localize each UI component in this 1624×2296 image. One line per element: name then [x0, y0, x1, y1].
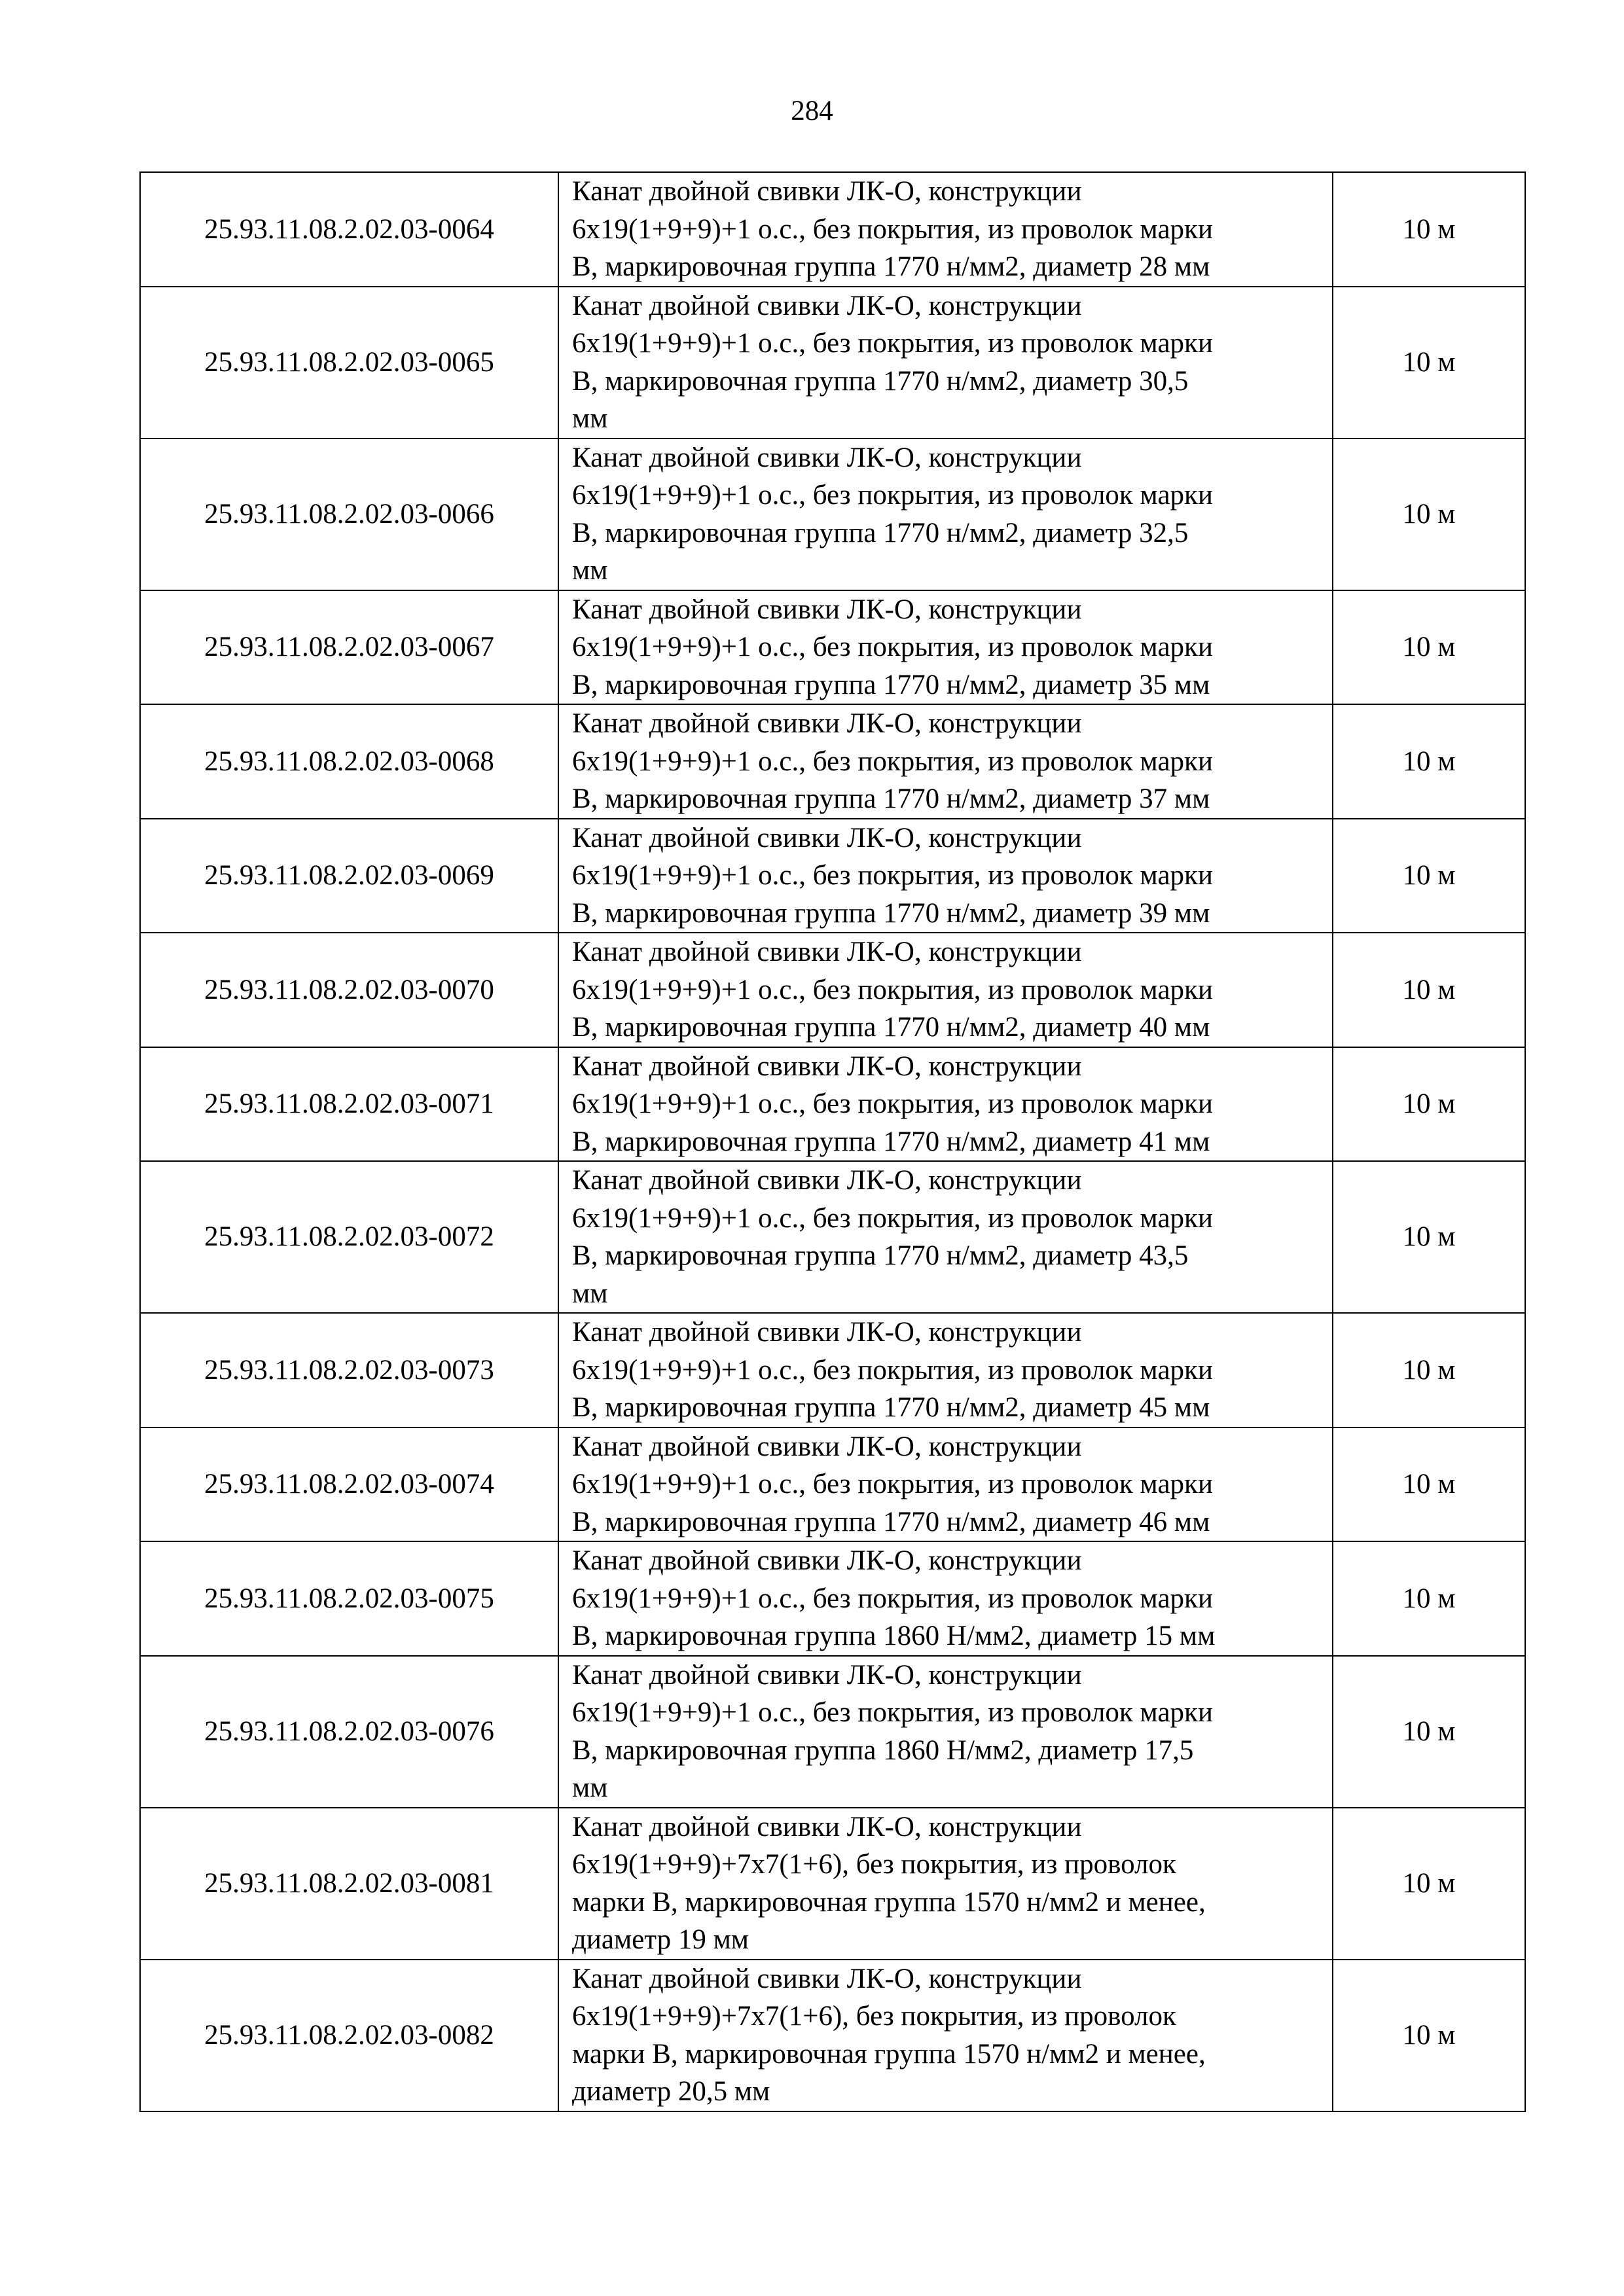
unit-cell: 10 м: [1333, 1808, 1525, 1960]
table-row: [140, 819, 1525, 933]
resource-description-cell: [558, 1427, 1333, 1542]
table-body: [140, 172, 1525, 2111]
resource-code-cell: 25.93.11.08.2.02.03-0081: [140, 1808, 558, 1960]
description-line: Канат двойной свивки ЛК-О, конструкции: [572, 176, 1082, 207]
unit-cell: 10 м: [1333, 933, 1525, 1047]
resource-description-cell: [558, 287, 1333, 439]
resource-code-cell: 25.93.11.08.2.02.03-0068: [140, 704, 558, 819]
description-line: Канат двойной свивки ЛК-О, конструкции: [572, 1165, 1082, 1196]
description-line: 6х19(1+9+9)+7х7(1+6), без покрытия, из проволок: [572, 1849, 1176, 1880]
unit-cell: 10 м: [1333, 1313, 1525, 1427]
table-row: [140, 1047, 1525, 1162]
description-line: В, маркировочная группа 1770 н/мм2, диаметр 32,5: [572, 517, 1189, 548]
resource-description-cell: [558, 819, 1333, 933]
resource-description-cell: [558, 933, 1333, 1047]
resource-code-cell: 25.93.11.08.2.02.03-0082: [140, 1960, 558, 2111]
resource-code-cell: 25.93.11.08.2.02.03-0064: [140, 172, 558, 287]
description-line: мм: [572, 403, 608, 434]
description-line: Канат двойной свивки ЛК-О, конструкции: [572, 937, 1082, 967]
description-line: Канат двойной свивки ЛК-О, конструкции: [572, 1545, 1082, 1576]
resource-code-cell: 25.93.11.08.2.02.03-0074: [140, 1427, 558, 1542]
description-line: В, маркировочная группа 1770 н/мм2, диаметр 39 мм: [572, 897, 1210, 929]
description-line: Канат двойной свивки ЛК-О, конструкции: [572, 1050, 1082, 1082]
description-line: 6х19(1+9+9)+1 о.с., без покрытия, из проволок марки: [572, 974, 1213, 1005]
unit-cell: 10 м: [1333, 1047, 1525, 1162]
description-line: 6х19(1+9+9)+1 о.с., без покрытия, из проволок марки: [572, 1354, 1213, 1386]
unit-cell: 10 м: [1333, 704, 1525, 819]
description-line: диаметр 20,5 мм: [572, 2076, 770, 2107]
description-line: В, маркировочная группа 1770 н/мм2, диаметр 46 мм: [572, 1506, 1210, 1537]
unit-cell: 10 м: [1333, 1656, 1525, 1808]
page-number: 284: [791, 96, 833, 126]
description-line: мм: [572, 1772, 608, 1803]
resource-description-cell: [558, 1541, 1333, 1656]
description-line: Канат двойной свивки ЛК-О, конструкции: [572, 822, 1082, 853]
description-line: В, маркировочная группа 1770 н/мм2, диаметр 43,5: [572, 1240, 1189, 1271]
unit-cell: 10 м: [1333, 287, 1525, 439]
description-line: Канат двойной свивки ЛК-О, конструкции: [572, 1431, 1082, 1462]
description-line: Канат двойной свивки ЛК-О, конструкции: [572, 1963, 1082, 1994]
description-line: 6х19(1+9+9)+1 о.с., без покрытия, из проволок марки: [572, 1697, 1213, 1728]
description-line: В, маркировочная группа 1860 Н/мм2, диаметр 17,5: [572, 1734, 1194, 1766]
description-line: В, маркировочная группа 1770 н/мм2, диаметр 40 мм: [572, 1012, 1210, 1043]
resource-description-cell: [558, 1047, 1333, 1162]
resource-description-cell: [558, 704, 1333, 819]
table-row: [140, 1427, 1525, 1542]
description-line: 6х19(1+9+9)+1 о.с., без покрытия, из проволок марки: [572, 328, 1213, 359]
resource-code-cell: 25.93.11.08.2.02.03-0070: [140, 933, 558, 1047]
description-line: В, маркировочная группа 1770 н/мм2, диаметр 28 мм: [572, 251, 1210, 282]
price-table: [139, 171, 1526, 2112]
description-line: Канат двойной свивки ЛК-О, конструкции: [572, 594, 1082, 625]
description-line: В, маркировочная группа 1770 н/мм2, диаметр 35 мм: [572, 669, 1210, 700]
description-line: Канат двойной свивки ЛК-О, конструкции: [572, 442, 1082, 473]
description-line: В, маркировочная группа 1860 Н/мм2, диаметр 15 мм: [572, 1621, 1216, 1651]
table-row: [140, 1541, 1525, 1656]
description-line: В, маркировочная группа 1770 н/мм2, диаметр 30,5: [572, 365, 1189, 397]
resource-code-cell: 25.93.11.08.2.02.03-0069: [140, 819, 558, 933]
table-row: [140, 287, 1525, 439]
description-line: 6х19(1+9+9)+1 о.с., без покрытия, из проволок марки: [572, 213, 1213, 245]
resource-code-cell: 25.93.11.08.2.02.03-0071: [140, 1047, 558, 1162]
resource-code-cell: 25.93.11.08.2.02.03-0075: [140, 1541, 558, 1656]
description-line: Канат двойной свивки ЛК-О, конструкции: [572, 290, 1082, 321]
resource-description-cell: [558, 1960, 1333, 2111]
unit-cell: 10 м: [1333, 1541, 1525, 1656]
description-line: 6х19(1+9+9)+1 о.с., без покрытия, из проволок марки: [572, 860, 1213, 891]
table-row: [140, 439, 1525, 590]
resource-code-cell: 25.93.11.08.2.02.03-0072: [140, 1161, 558, 1313]
resource-description-cell: [558, 1161, 1333, 1313]
description-line: мм: [572, 1278, 608, 1309]
resource-code-cell: 25.93.11.08.2.02.03-0073: [140, 1313, 558, 1427]
description-line: марки В, маркировочная группа 1570 н/мм2 и менее,: [572, 2038, 1206, 2070]
resource-description-cell: [558, 590, 1333, 705]
description-line: 6х19(1+9+9)+1 о.с., без покрытия, из проволок марки: [572, 1469, 1213, 1499]
resource-code-cell: 25.93.11.08.2.02.03-0076: [140, 1656, 558, 1808]
resource-code-cell: 25.93.11.08.2.02.03-0065: [140, 287, 558, 439]
unit-cell: 10 м: [1333, 172, 1525, 287]
description-line: 6х19(1+9+9)+1 о.с., без покрытия, из проволок марки: [572, 745, 1213, 777]
unit-cell: 10 м: [1333, 1161, 1525, 1313]
unit-cell: 10 м: [1333, 590, 1525, 705]
description-line: В, маркировочная группа 1770 н/мм2, диаметр 37 мм: [572, 783, 1210, 814]
unit-cell: 10 м: [1333, 1960, 1525, 2111]
table-row: [140, 704, 1525, 819]
table-row: [140, 590, 1525, 705]
resource-description-cell: [558, 1808, 1333, 1960]
resource-description-cell: [558, 439, 1333, 590]
table-row: [140, 1656, 1525, 1808]
description-line: Канат двойной свивки ЛК-О, конструкции: [572, 708, 1082, 739]
resource-description-cell: [558, 1313, 1333, 1427]
description-line: 6х19(1+9+9)+1 о.с., без покрытия, из проволок марки: [572, 1202, 1213, 1234]
description-line: марки В, маркировочная группа 1570 н/мм2 и менее,: [572, 1886, 1206, 1918]
description-line: В, маркировочная группа 1770 н/мм2, диаметр 45 мм: [572, 1392, 1210, 1423]
unit-cell: 10 м: [1333, 819, 1525, 933]
description-line: Канат двойной свивки ЛК-О, конструкции: [572, 1811, 1082, 1842]
description-line: Канат двойной свивки ЛК-О, конструкции: [572, 1317, 1082, 1348]
description-line: 6х19(1+9+9)+7х7(1+6), без покрытия, из проволок: [572, 2001, 1176, 2032]
resource-code-cell: 25.93.11.08.2.02.03-0066: [140, 439, 558, 590]
resource-description-cell: [558, 172, 1333, 287]
description-line: 6х19(1+9+9)+1 о.с., без покрытия, из проволок марки: [572, 1088, 1213, 1119]
table-row: [140, 1161, 1525, 1313]
resource-description-cell: [558, 1656, 1333, 1808]
description-line: мм: [572, 555, 608, 586]
unit-cell: 10 м: [1333, 1427, 1525, 1542]
unit-cell: 10 м: [1333, 439, 1525, 590]
description-line: диаметр 19 мм: [572, 1924, 749, 1955]
resource-code-cell: 25.93.11.08.2.02.03-0067: [140, 590, 558, 705]
description-line: 6х19(1+9+9)+1 о.с., без покрытия, из проволок марки: [572, 480, 1213, 511]
table-row: [140, 1960, 1525, 2111]
table-row: [140, 933, 1525, 1047]
description-line: 6х19(1+9+9)+1 о.с., без покрытия, из проволок марки: [572, 1583, 1213, 1614]
table-row: [140, 172, 1525, 287]
table-row: [140, 1808, 1525, 1960]
description-line: Канат двойной свивки ЛК-О, конструкции: [572, 1659, 1082, 1691]
description-line: В, маркировочная группа 1770 н/мм2, диаметр 41 мм: [572, 1126, 1210, 1157]
table-row: [140, 1313, 1525, 1427]
description-line: 6х19(1+9+9)+1 о.с., без покрытия, из проволок марки: [572, 632, 1213, 662]
